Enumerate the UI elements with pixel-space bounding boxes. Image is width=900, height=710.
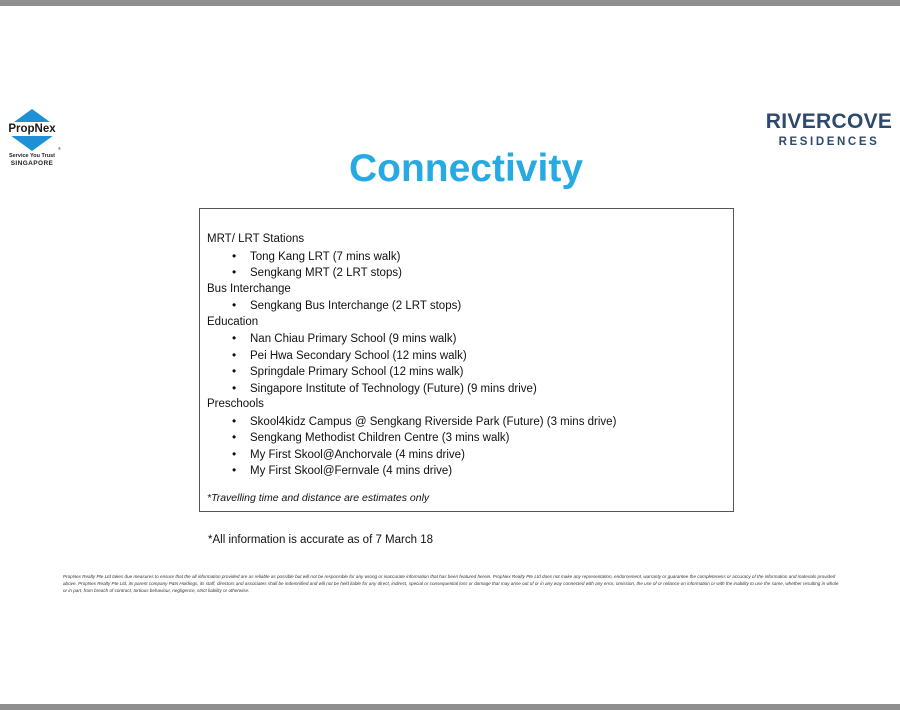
- top-frame-bar: [0, 0, 900, 6]
- list-item: • Pei Hwa Secondary School (12 mins walk): [232, 347, 467, 362]
- bullet-icon: •: [232, 446, 237, 461]
- travel-estimate-note: *Travelling time and distance are estimates only: [207, 492, 430, 504]
- list-item: • Skool4kidz Campus @ Sengkang Riverside Park (Future) (3 mins drive): [232, 413, 617, 428]
- rivercove-logo-name: RIVERCOVE: [765, 110, 893, 133]
- list-item: • Sengkang Bus Interchange (2 LRT stops): [232, 298, 462, 312]
- list-item: • Singapore Institute of Technology (Future) (9 mins drive): [232, 380, 537, 395]
- section-heading-preschools: Preschools: [207, 398, 264, 410]
- bullet-icon: •: [232, 413, 237, 428]
- bullet-icon: •: [232, 380, 237, 395]
- bullet-icon: •: [232, 331, 237, 345]
- connectivity-list: [207, 231, 729, 479]
- bullet-icon: •: [232, 265, 237, 279]
- connectivity-box: [199, 208, 734, 512]
- propnex-registered-mark: ®: [58, 146, 61, 151]
- list-item: • My First Skool@Fernvale (4 mins drive): [232, 463, 453, 477]
- bullet-icon: •: [232, 347, 237, 362]
- section-heading-education: Education: [207, 315, 259, 328]
- rivercove-logo-sub: RESIDENCES: [778, 136, 880, 148]
- list-item: • Nan Chiau Primary School (9 mins walk): [232, 331, 457, 345]
- legal-disclaimer: PropNex Realty Pte Ltd takes due measures to ensure that the all information provided are as reliable as possible but will not be responsible for any wrong or inaccurate information that has been featured herein. PropNex Realty Pte Ltd does not make any representation, endorsement, warranty or guarantee the completeness or accuracy of the information and materials provided above. PropNex Realty Pte Ltd, its parent company P&N Holdings, its staff, directors and associates shall be indemnified and will not be held liable for any direct, indirect, special or consequential loss or damage that may arise out of or in any way connected with any error, omission, the use of or reliance on information or with the inability to use the same, whether resulting in whole or in part, from breach of contract, tortious behaviour, negligence, strict liability or otherwise.: [63, 574, 839, 593]
- bullet-icon: •: [232, 463, 237, 477]
- bullet-icon: •: [232, 364, 237, 378]
- rivercove-logo: [764, 110, 894, 150]
- list-item: • My First Skool@Anchorvale (4 mins drive): [232, 446, 465, 461]
- bullet-icon: •: [232, 298, 237, 312]
- section-heading-bus: Bus Interchange: [207, 282, 291, 295]
- bullet-icon: •: [232, 430, 237, 444]
- bottom-frame-bar: [0, 704, 900, 710]
- list-item: • Sengkang Methodist Children Centre (3 mins walk): [232, 430, 510, 444]
- section-heading-mrt: MRT/ LRT Stations: [207, 233, 305, 245]
- accuracy-note: *All information is accurate as of 7 March 18: [208, 534, 433, 546]
- propnex-country: SINGAPORE: [10, 160, 54, 167]
- propnex-tagline: Service You Trust: [9, 153, 55, 159]
- propnex-logo-name: PropNex: [2, 122, 62, 136]
- list-item: • Sengkang MRT (2 LRT stops): [232, 265, 402, 279]
- list-item: • Springdale Primary School (12 mins walk): [232, 364, 464, 378]
- list-item: • Tong Kang LRT (7 mins walk): [232, 248, 401, 263]
- page-title: Connectivity: [348, 147, 584, 190]
- bullet-icon: •: [232, 248, 237, 263]
